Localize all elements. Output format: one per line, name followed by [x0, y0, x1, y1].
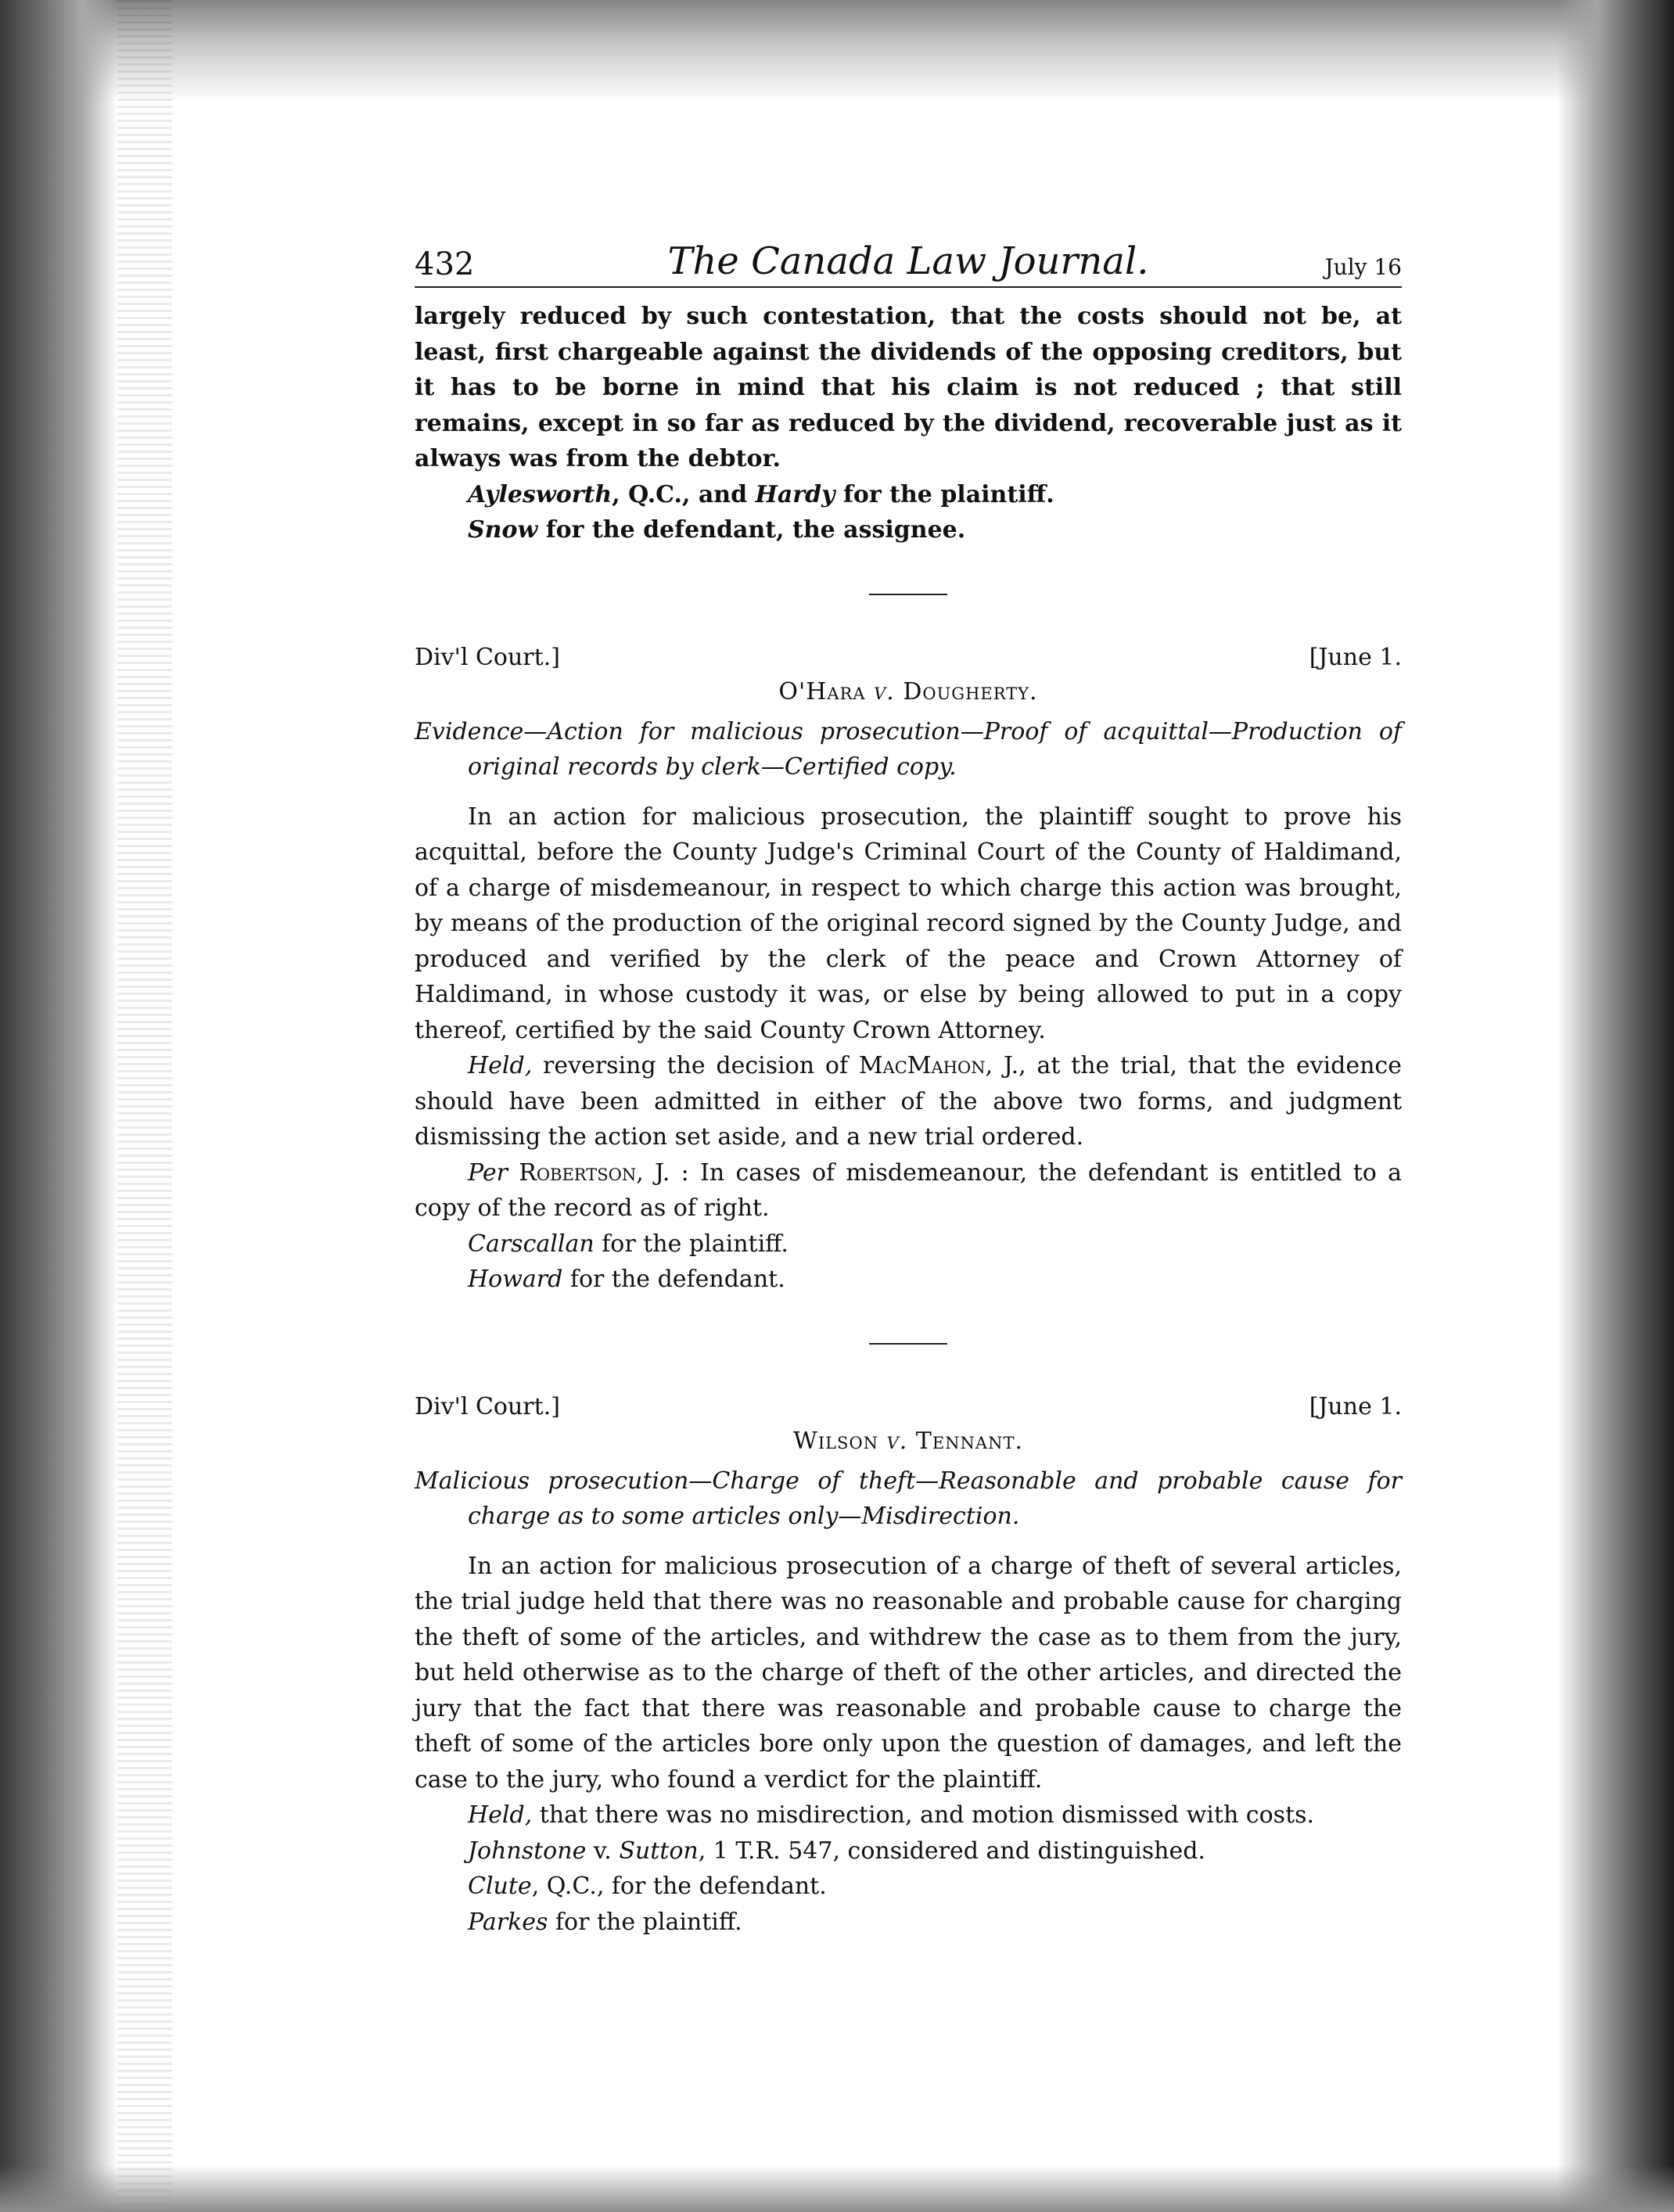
journal-page: [415, 239, 1403, 1940]
held-word: Held,: [468, 1052, 533, 1079]
party-plaintiff: O'Hara: [778, 677, 866, 706]
section-separator: [869, 594, 947, 595]
counsel-name: Hardy: [755, 480, 835, 508]
scan-left-shadow: [0, 0, 117, 2212]
counsel-line: [415, 1869, 1402, 1905]
holding-text: , J., at the trial, that the evidence should have been admitted in either of the above two forms, and judgment dismissing the action set aside, and a new trial ordered.: [415, 1052, 1402, 1151]
running-header: [415, 239, 1402, 288]
counsel-name: Howard: [468, 1266, 563, 1293]
page-number: 432: [415, 246, 475, 282]
holding-text: that there was no misdirection, and motion dismissed with costs.: [532, 1801, 1315, 1829]
scan-right-shadow: [1557, 0, 1674, 2212]
versus: v.: [586, 1837, 620, 1865]
court-line: [415, 1390, 1402, 1424]
counsel-line: [415, 477, 1402, 513]
journal-title: The Canada Law Journal.: [667, 239, 1149, 283]
scan-bottom-shadow: [0, 2165, 1674, 2212]
case-body: In an action for malicious prosecution of a charge of theft of several articles, the trial judge held that there was no reasonable and probable cause for charging the theft of some of the articles, and withdrew the case as to them from the jury, but held otherwise as to the charge of theft of the other articles, and directed the jury that the fact that there was reasonable and probable cause to charge the theft of some of the articles bore only upon the question of damages, and left the case to the jury, who found a verdict for the plaintiff.: [415, 1552, 1402, 1794]
counsel-text: , Q.C., for the defendant.: [531, 1873, 827, 1900]
counsel-name: Parkes: [468, 1908, 548, 1936]
holding-text: reversing the decision of: [532, 1052, 859, 1079]
counsel-name: Snow: [468, 516, 538, 544]
case-title: [415, 675, 1402, 709]
holding: [415, 1797, 1402, 1833]
party-defendant: Dougherty.: [903, 677, 1038, 706]
versus: v.: [865, 677, 903, 706]
per-opinion: [415, 1155, 1402, 1226]
case-wilson-tennant: [415, 1390, 1402, 1941]
per-word: Per: [468, 1158, 508, 1187]
counsel-name: Aylesworth: [468, 480, 612, 508]
decision-date: [June 1.: [1309, 643, 1402, 671]
court-name: Div'l Court.]: [415, 1392, 560, 1420]
decision-date: [June 1.: [1309, 1392, 1402, 1420]
cited-party: Sutton: [619, 1837, 699, 1865]
counsel-text: for the plaintiff.: [835, 480, 1054, 508]
counsel-name: Carscallan: [468, 1230, 595, 1258]
party-plaintiff: Wilson: [792, 1427, 879, 1455]
headnote: Malicious prosecution—Charge of theft—Reasonable and probable cause for charge as to some articles only—Misdirection.: [415, 1467, 1402, 1530]
case-title: [415, 1424, 1402, 1459]
counsel-text: for the defendant.: [562, 1266, 785, 1293]
counsel-text: for the defendant, the assignee.: [537, 516, 966, 544]
counsel-line: [415, 1262, 1402, 1298]
holding: [415, 1048, 1402, 1155]
counsel-line: [415, 512, 1402, 548]
judge-name: MacMahon: [858, 1052, 986, 1079]
citation: [415, 1833, 1402, 1869]
counsel-text: , Q.C., and: [612, 480, 756, 508]
judge-name: Robertson: [507, 1158, 637, 1187]
scan-left-texture: [117, 0, 172, 2212]
section-separator: [869, 1343, 947, 1345]
party-defendant: Tennant.: [915, 1427, 1024, 1455]
per-text: , J. : In cases of misdemeanour, the defendant is entitled to a copy of the record as of right.: [415, 1158, 1403, 1222]
cited-party: Johnstone: [468, 1837, 587, 1865]
court-line: [415, 641, 1402, 675]
counsel-text: for the plaintiff.: [594, 1230, 789, 1258]
court-name: Div'l Court.]: [415, 643, 560, 671]
scan-top-shadow: [0, 0, 1674, 102]
carryover-paragraph: largely reduced by such contestation, that the costs should not be, at least, first chargeable against the dividends of the opposing creditors, but it has to be borne in mind that his claim is not reduced ; that still remains, except in so far as reduced by the dividend, recoverable just as it always was from the debtor.: [415, 303, 1402, 472]
citation-text: , 1 T.R. 547, considered and distinguished.: [698, 1837, 1205, 1865]
issue-date: July 16: [1324, 254, 1402, 280]
versus: v.: [878, 1427, 916, 1455]
case-body: In an action for malicious prosecution, the plaintiff sought to prove his acquittal, before the County Judge's Criminal Court of the County of Haldimand, of a charge of misdemeanour, in respect to which charge this action was brought, by means of the production of the original record signed by the County Judge, and produced and verified by the clerk of the peace and Crown Attorney of Haldimand, in whose custody it was, or else by being allowed to put in a copy thereof, certified by the said County Crown Attorney.: [415, 803, 1402, 1044]
case-ohara-dougherty: [415, 641, 1402, 1298]
held-word: Held,: [468, 1801, 533, 1829]
headnote: Evidence—Action for malicious prosecution—Proof of acquittal—Production of original records by clerk—Certified copy.: [415, 717, 1402, 781]
counsel-text: for the plaintiff.: [548, 1908, 742, 1936]
counsel-line: [415, 1226, 1402, 1262]
counsel-line: [415, 1905, 1402, 1941]
counsel-name: Clute: [468, 1873, 532, 1900]
